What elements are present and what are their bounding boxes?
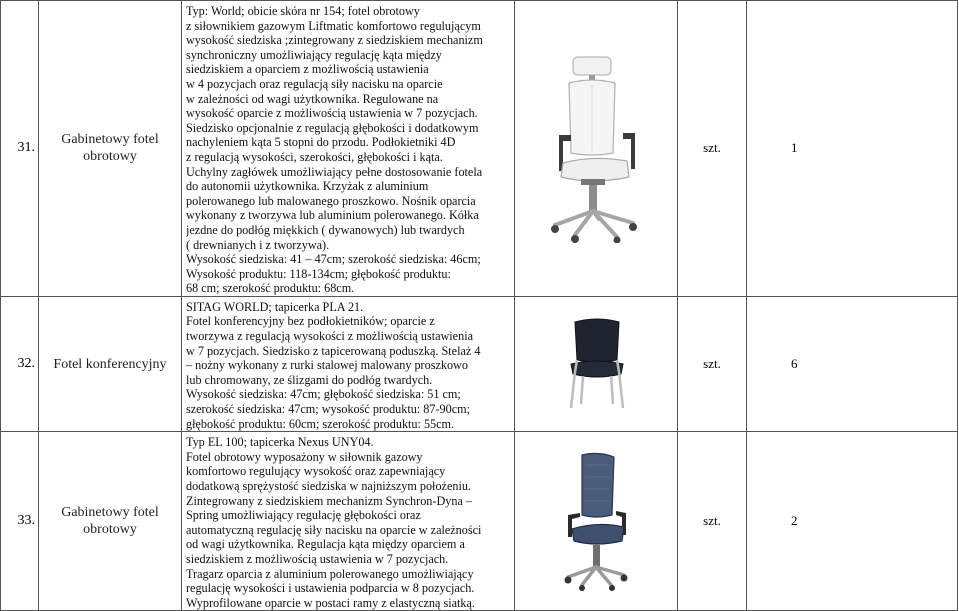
description-line: ( drewnianych i z tworzywa). bbox=[186, 237, 330, 252]
product-name: Gabinetowy fotel obrotowy bbox=[39, 432, 182, 611]
description-line: jezdne do podłóg miękkich ( dywanowych) lub twardych bbox=[186, 222, 465, 237]
description-line: głębokość produktu: 60cm; szerokość produktu: 55cm. bbox=[186, 416, 455, 431]
description-line: 68 cm; szerokość produktu: 68cm. bbox=[186, 281, 355, 296]
description-line: komfortowo regulujący wysokość oraz zapewniający bbox=[186, 464, 446, 479]
description-line: Fotel konferencyjny bez podłokietników; oparcie z bbox=[186, 314, 435, 329]
description-line: Typ EL 100; tapicerka Nexus UNY04. bbox=[186, 435, 374, 450]
unit: szt. bbox=[678, 432, 747, 611]
description-line: szerokość siedziska: 47cm; wysokość produktu: 87-90cm; bbox=[186, 402, 470, 417]
table-row bbox=[1, 1, 958, 297]
description-line: synchroniczny umożliwiający regulację kąta między bbox=[186, 47, 442, 62]
description-line: Tragarz oparcia z aluminium polerowanego umożliwiający bbox=[186, 566, 474, 581]
description-line: siedziskiem z możliwością ustawienia w 7 pozycjach. bbox=[186, 551, 449, 566]
description-line: siedziskiem a oparciem z możliwością ustawienia bbox=[186, 62, 429, 77]
description-line: tworzywa z regulacją wysokości z możliwością ustawienia bbox=[186, 329, 473, 344]
description-line: wysokość siedziska ;zintegrowany z siedziskiem mechanizm bbox=[186, 33, 483, 48]
black-conference-chair-image bbox=[561, 314, 631, 414]
product-name: Gabinetowy fotel obrotowy bbox=[39, 1, 182, 297]
description-line: w 7 pozycjach. Siedzisko z tapicerowaną poduszką. Stelaż 4 bbox=[186, 343, 481, 358]
description-line: w 4 pozycjach oraz regulacją siły nacisku na oparcie bbox=[186, 76, 443, 91]
product-image-cell bbox=[515, 1, 678, 297]
product-image-cell bbox=[515, 432, 678, 611]
description-line: od wagi użytkownika. Regulacja kąta między oparciem a bbox=[186, 537, 465, 552]
description-line: Zintegrowany z siedziskiem mechanizm Synchron-Dyna – bbox=[186, 493, 472, 508]
description-line: polerowanego lub malowanego proszkowo. Nośnik oparcia bbox=[186, 193, 476, 208]
description-line: SITAG WORLD; tapicerka PLA 21. bbox=[186, 299, 364, 314]
white-executive-office-chair-image bbox=[541, 53, 651, 243]
product-description bbox=[182, 1, 515, 297]
description-line: dodatkową sprężystość siedziska w najniższym położeniu. bbox=[186, 479, 471, 493]
row-number: 31. bbox=[1, 1, 39, 297]
description-line: Uchylny zagłówek umożliwiający pełne dostosowanie fotela bbox=[186, 164, 483, 179]
description-line: wysokość oparcie z możliwością ustawienia w 7 pozycjach. bbox=[186, 106, 478, 121]
description-line: Wysokość siedziska: 41 – 47cm; szerokość siedziska: 46cm; bbox=[186, 252, 481, 267]
quantity: 6 bbox=[747, 296, 958, 431]
product-description bbox=[182, 296, 515, 431]
description-line: – nożny wykonany z rurki stalowej malowany proszkowo bbox=[186, 358, 468, 373]
description-line: z siłownikiem gazowym Liftmatic komfortowo regulującym bbox=[186, 18, 481, 33]
unit: szt. bbox=[678, 296, 747, 431]
product-name: Fotel konferencyjny bbox=[39, 296, 182, 431]
quantity: 1 bbox=[747, 1, 958, 297]
description-line: Typ: World; obicie skóra nr 154; fotel obrotowy bbox=[186, 4, 420, 18]
description-line: w zależności od wagi użytkownika. Regulowane na bbox=[186, 91, 439, 106]
description-line: Wysokość siedziska: 47cm; głębokość siedziska: 51 cm; bbox=[186, 387, 461, 402]
product-image-cell bbox=[515, 296, 678, 431]
description-line: wykonany z tworzywa lub aluminium polerowanego. Kółka bbox=[186, 208, 479, 223]
description-line: Fotel obrotowy wyposażony w siłownik gazowy bbox=[186, 449, 423, 464]
quantity: 2 bbox=[747, 432, 958, 611]
description-line: regulację wysokości i ustawienia podparcia w 8 pozycjach. bbox=[186, 581, 475, 596]
table-row bbox=[1, 432, 958, 611]
description-line: lub chromowany, ze ślizgami do podłóg twardych. bbox=[186, 372, 433, 387]
description-line: Siedzisko opcjonalnie z regulacją głębokości i dodatkowym bbox=[186, 120, 479, 135]
mesh-swivel-office-chair-image bbox=[560, 451, 632, 591]
description-line: do autonomii użytkownika. Krzyżak z aluminium bbox=[186, 179, 429, 194]
row-number: 33. bbox=[1, 432, 39, 611]
unit: szt. bbox=[678, 1, 747, 297]
description-line: Wysokość produktu: 118-134cm; głębokość produktu: bbox=[186, 266, 451, 281]
description-line: Spring umożliwiający regulację głębokości oraz bbox=[186, 508, 421, 523]
description-line: z regulacją wysokości, szerokości, głębokości i kąta. bbox=[186, 149, 443, 164]
product-description bbox=[182, 432, 515, 611]
description-line: Wyprofilowane oparcie w postaci ramy z elastyczną siatką. bbox=[186, 595, 475, 610]
row-number: 32. bbox=[1, 296, 39, 431]
table-row bbox=[1, 296, 958, 431]
description-line: automatyczną regulację siły nacisku na oparcie w zależności bbox=[186, 522, 482, 537]
description-line: nachyleniem kąta 5 stopni do przodu. Podłokietniki 4D bbox=[186, 135, 456, 150]
